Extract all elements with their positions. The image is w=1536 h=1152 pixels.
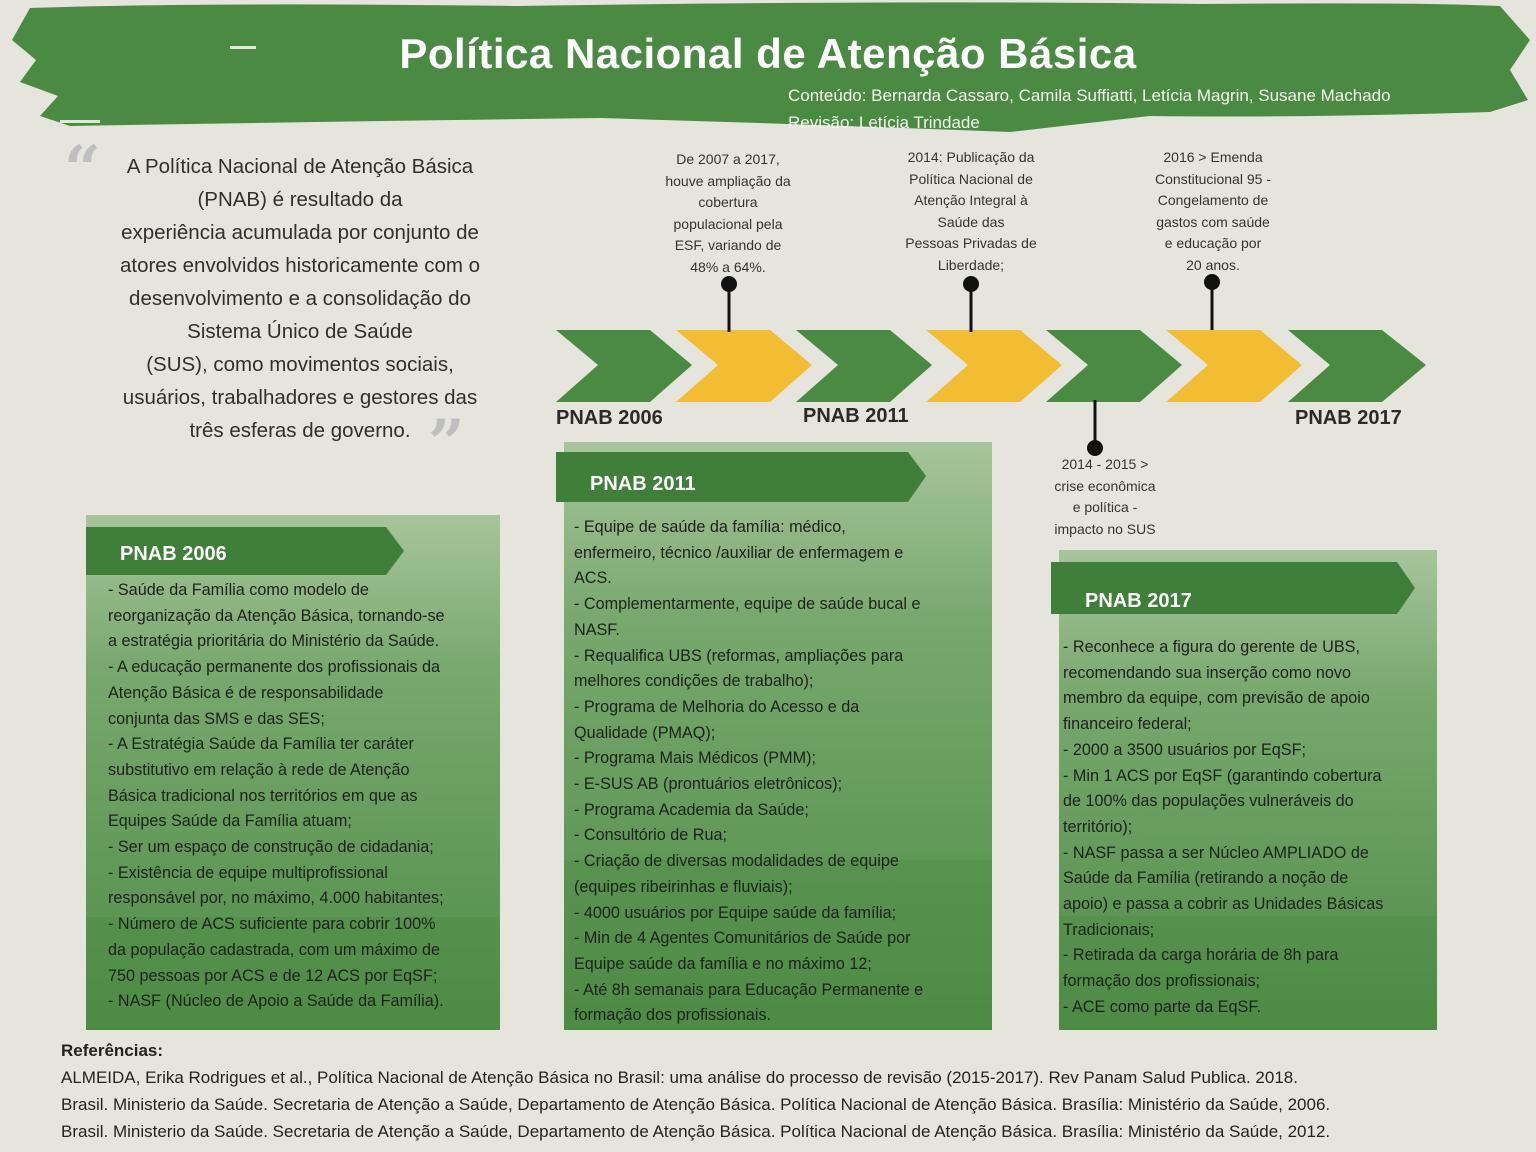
list-item: formação dos profissionais; xyxy=(1063,972,1261,991)
list-item: - Equipe de saúde da família: médico, xyxy=(574,518,846,536)
timeline-arrows xyxy=(550,270,1450,460)
list-item: (equipes ribeirinhas e fluviais); xyxy=(574,877,793,896)
list-item: - Saúde da Família como modelo de xyxy=(108,581,369,599)
content-credit: Conteúdo: Bernarda Cassaro, Camila Suffiatti, Letícia Magrin, Susane Machado xyxy=(788,86,1391,105)
note-2016-ec95: 2016 > Emenda Constitucional 95 - Congelamento de gastos com saúde e educação por 20 anos. xyxy=(1155,149,1271,273)
open-quote-icon: “ xyxy=(64,132,101,207)
timeline-pin xyxy=(1204,274,1220,290)
list-item: financeiro federal; xyxy=(1063,715,1192,734)
list-item: de 100% das populações vulneráveis do xyxy=(1063,792,1354,811)
timeline-segment-green xyxy=(1288,330,1426,402)
quote-line: desenvolvimento e a consolidação do xyxy=(129,287,471,310)
reference-item: Brasil. Ministerio da Saúde. Secretaria de Atenção a Saúde, Departamento de Atenção Básica. Política Nacional de Atenção Básica. Brasília: Ministério da Saúde, 2012. xyxy=(61,1122,1331,1141)
list-item: - Requalifica UBS (reformas, ampliações para xyxy=(574,646,904,665)
list-item: - Programa de Melhoria do Acesso e da xyxy=(574,697,860,716)
timeline-pin xyxy=(963,276,979,292)
quote-line: atores envolvidos historicamente com o xyxy=(119,254,481,277)
timeline-segment-green xyxy=(796,330,932,402)
list-item: Atenção Básica é de responsabilidade xyxy=(108,683,384,702)
timeline-segment-yellow xyxy=(676,330,812,402)
timeline-label-2011: PNAB 2011 xyxy=(803,405,909,427)
quote-line: A Política Nacional de Atenção Básica xyxy=(126,155,474,178)
references-title: Referências: xyxy=(61,1041,164,1060)
note-2007-2017: De 2007 a 2017, houve ampliação da cobertura populacional pela ESF, variando de 48% a 64%. xyxy=(665,151,791,275)
timeline-segment-yellow xyxy=(1166,330,1302,402)
list-item: - A educação permanente dos profissionais da xyxy=(108,658,441,677)
list-item: - 2000 a 3500 usuários por EqSF; xyxy=(1063,740,1306,759)
list-item: a estratégia prioritária do Ministério da Saúde. xyxy=(108,632,440,651)
list-item: território); xyxy=(1063,817,1133,836)
list-item: - Retirada da carga horária de 8h para xyxy=(1063,946,1339,965)
timeline-segment-yellow xyxy=(926,330,1062,402)
list-item: - Até 8h semanais para Educação Permanente e xyxy=(574,980,924,999)
note-2014-2015-crise: 2014 - 2015 > crise econômica e política - impacto no SUS xyxy=(1054,456,1156,537)
list-item: Saúde da Família (retirando a noção de xyxy=(1063,869,1349,888)
list-item: - Ser um espaço de construção de cidadania; xyxy=(108,838,434,857)
page-title: Política Nacional de Atenção Básica xyxy=(399,30,1137,77)
list-item: - NASF (Núcleo de Apoio a Saúde da Família). xyxy=(108,992,444,1011)
list-item: Tradicionais; xyxy=(1063,920,1155,939)
timeline-label-2017: PNAB 2017 xyxy=(1295,407,1402,429)
list-item: - Programa Mais Médicos (PMM); xyxy=(574,749,816,768)
references xyxy=(61,1037,1531,1145)
list-item: - Número de ACS suficiente para cobrir 100% xyxy=(108,915,436,934)
list-item: formação dos profissionais. xyxy=(574,1006,772,1025)
reference-item: ALMEIDA, Erika Rodrigues et al., Política Nacional de Atenção Básica no Brasil: uma análise do processo de revisão (2015-2017). Rev Panam Salud Publica. 2018. xyxy=(61,1068,1298,1087)
pnab2017-content xyxy=(1063,635,1433,1021)
list-item: reorganização da Atenção Básica, tornando-se xyxy=(108,606,445,625)
list-item: NASF. xyxy=(574,620,620,639)
pnab2011-content xyxy=(574,515,986,1029)
list-item: - E-SUS AB (prontuários eletrônicos); xyxy=(574,775,843,794)
list-item: membro da equipe, com previsão de apoio xyxy=(1063,689,1370,708)
pnab2006-content xyxy=(108,578,500,1015)
list-item: - Criação de diversas modalidades de equipe xyxy=(574,852,899,871)
pnab2006-heading: PNAB 2006 xyxy=(120,543,227,565)
list-item: recomendando sua inserção como novo xyxy=(1063,663,1351,682)
timeline-segment-green xyxy=(556,330,692,402)
list-item: - NASF passa a ser Núcleo AMPLIADO de xyxy=(1063,843,1369,862)
list-item: substitutivo em relação à rede de Atenção xyxy=(108,760,410,779)
timeline-pin xyxy=(721,276,737,292)
list-item: - A Estratégia Saúde da Família ter caráter xyxy=(108,735,414,754)
list-item: - Consultório de Rua; xyxy=(574,826,727,845)
list-item: da população cadastrada, com um máximo de xyxy=(108,940,441,959)
list-item: Equipe saúde da família e no máximo 12; xyxy=(574,954,872,973)
list-item: - ACE como parte da EqSF. xyxy=(1063,997,1261,1016)
quote-line: Sistema Único de Saúde xyxy=(187,320,413,343)
quote-line: experiência acumulada por conjunto de xyxy=(121,221,479,244)
list-item: ACS. xyxy=(574,569,612,588)
list-item: Equipes Saúde da Família atuam; xyxy=(108,812,352,831)
list-item: - Complementarmente, equipe de saúde bucal e xyxy=(574,595,921,614)
timeline-segment-green xyxy=(1046,330,1182,402)
note-2014-pnaisp: 2014: Publicação da Política Nacional de Atenção Integral à Saúde das Pessoas Privadas de Liberdade; xyxy=(905,149,1037,273)
list-item: - Min de 4 Agentes Comunitários de Saúde por xyxy=(574,929,911,948)
list-item: - Programa Academia da Saúde; xyxy=(574,800,809,819)
list-item: enfermeiro, técnico /auxiliar de enfermagem e xyxy=(574,543,904,562)
list-item: responsável por, no máximo, 4.000 habitantes; xyxy=(108,889,444,908)
list-item: - 4000 usuários por Equipe saúde da família; xyxy=(574,903,897,922)
list-item: conjunta das SMS e das SES; xyxy=(108,709,325,728)
list-item: Qualidade (PMAQ); xyxy=(574,723,716,742)
pnab2017-heading: PNAB 2017 xyxy=(1085,590,1192,612)
pnab2011-heading: PNAB 2011 xyxy=(590,473,696,495)
list-item: - Min 1 ACS por EqSF (garantindo cobertura xyxy=(1063,766,1382,785)
review-credit: Revisão: Letícia Trindade xyxy=(788,113,980,132)
list-item: melhores condições de trabalho); xyxy=(574,672,814,691)
quote-line: três esferas de governo. xyxy=(189,419,411,442)
list-item: apoio) e passa a cobrir as Unidades Básicas xyxy=(1063,895,1384,914)
list-item: 750 pessoas por ACS e de 12 ACS por EqSF; xyxy=(108,966,438,985)
quote-line: (SUS), como movimentos sociais, xyxy=(146,353,454,376)
list-item: - Reconhece a figura do gerente de UBS, xyxy=(1063,638,1360,656)
intro-quote xyxy=(86,150,514,447)
list-item: Básica tradicional nos territórios em que as xyxy=(108,786,418,805)
timeline-label-2006: PNAB 2006 xyxy=(556,407,663,429)
list-item: - Existência de equipe multiprofissional xyxy=(108,863,388,882)
quote-line: usuários, trabalhadores e gestores das xyxy=(122,386,478,409)
close-quote-icon: ” xyxy=(428,406,465,481)
reference-item: Brasil. Ministerio da Saúde. Secretaria de Atenção a Saúde, Departamento de Atenção Básica. Política Nacional de Atenção Básica. Brasília: Ministério da Saúde, 2006. xyxy=(61,1095,1331,1114)
quote-line: (PNAB) é resultado da xyxy=(197,188,403,211)
